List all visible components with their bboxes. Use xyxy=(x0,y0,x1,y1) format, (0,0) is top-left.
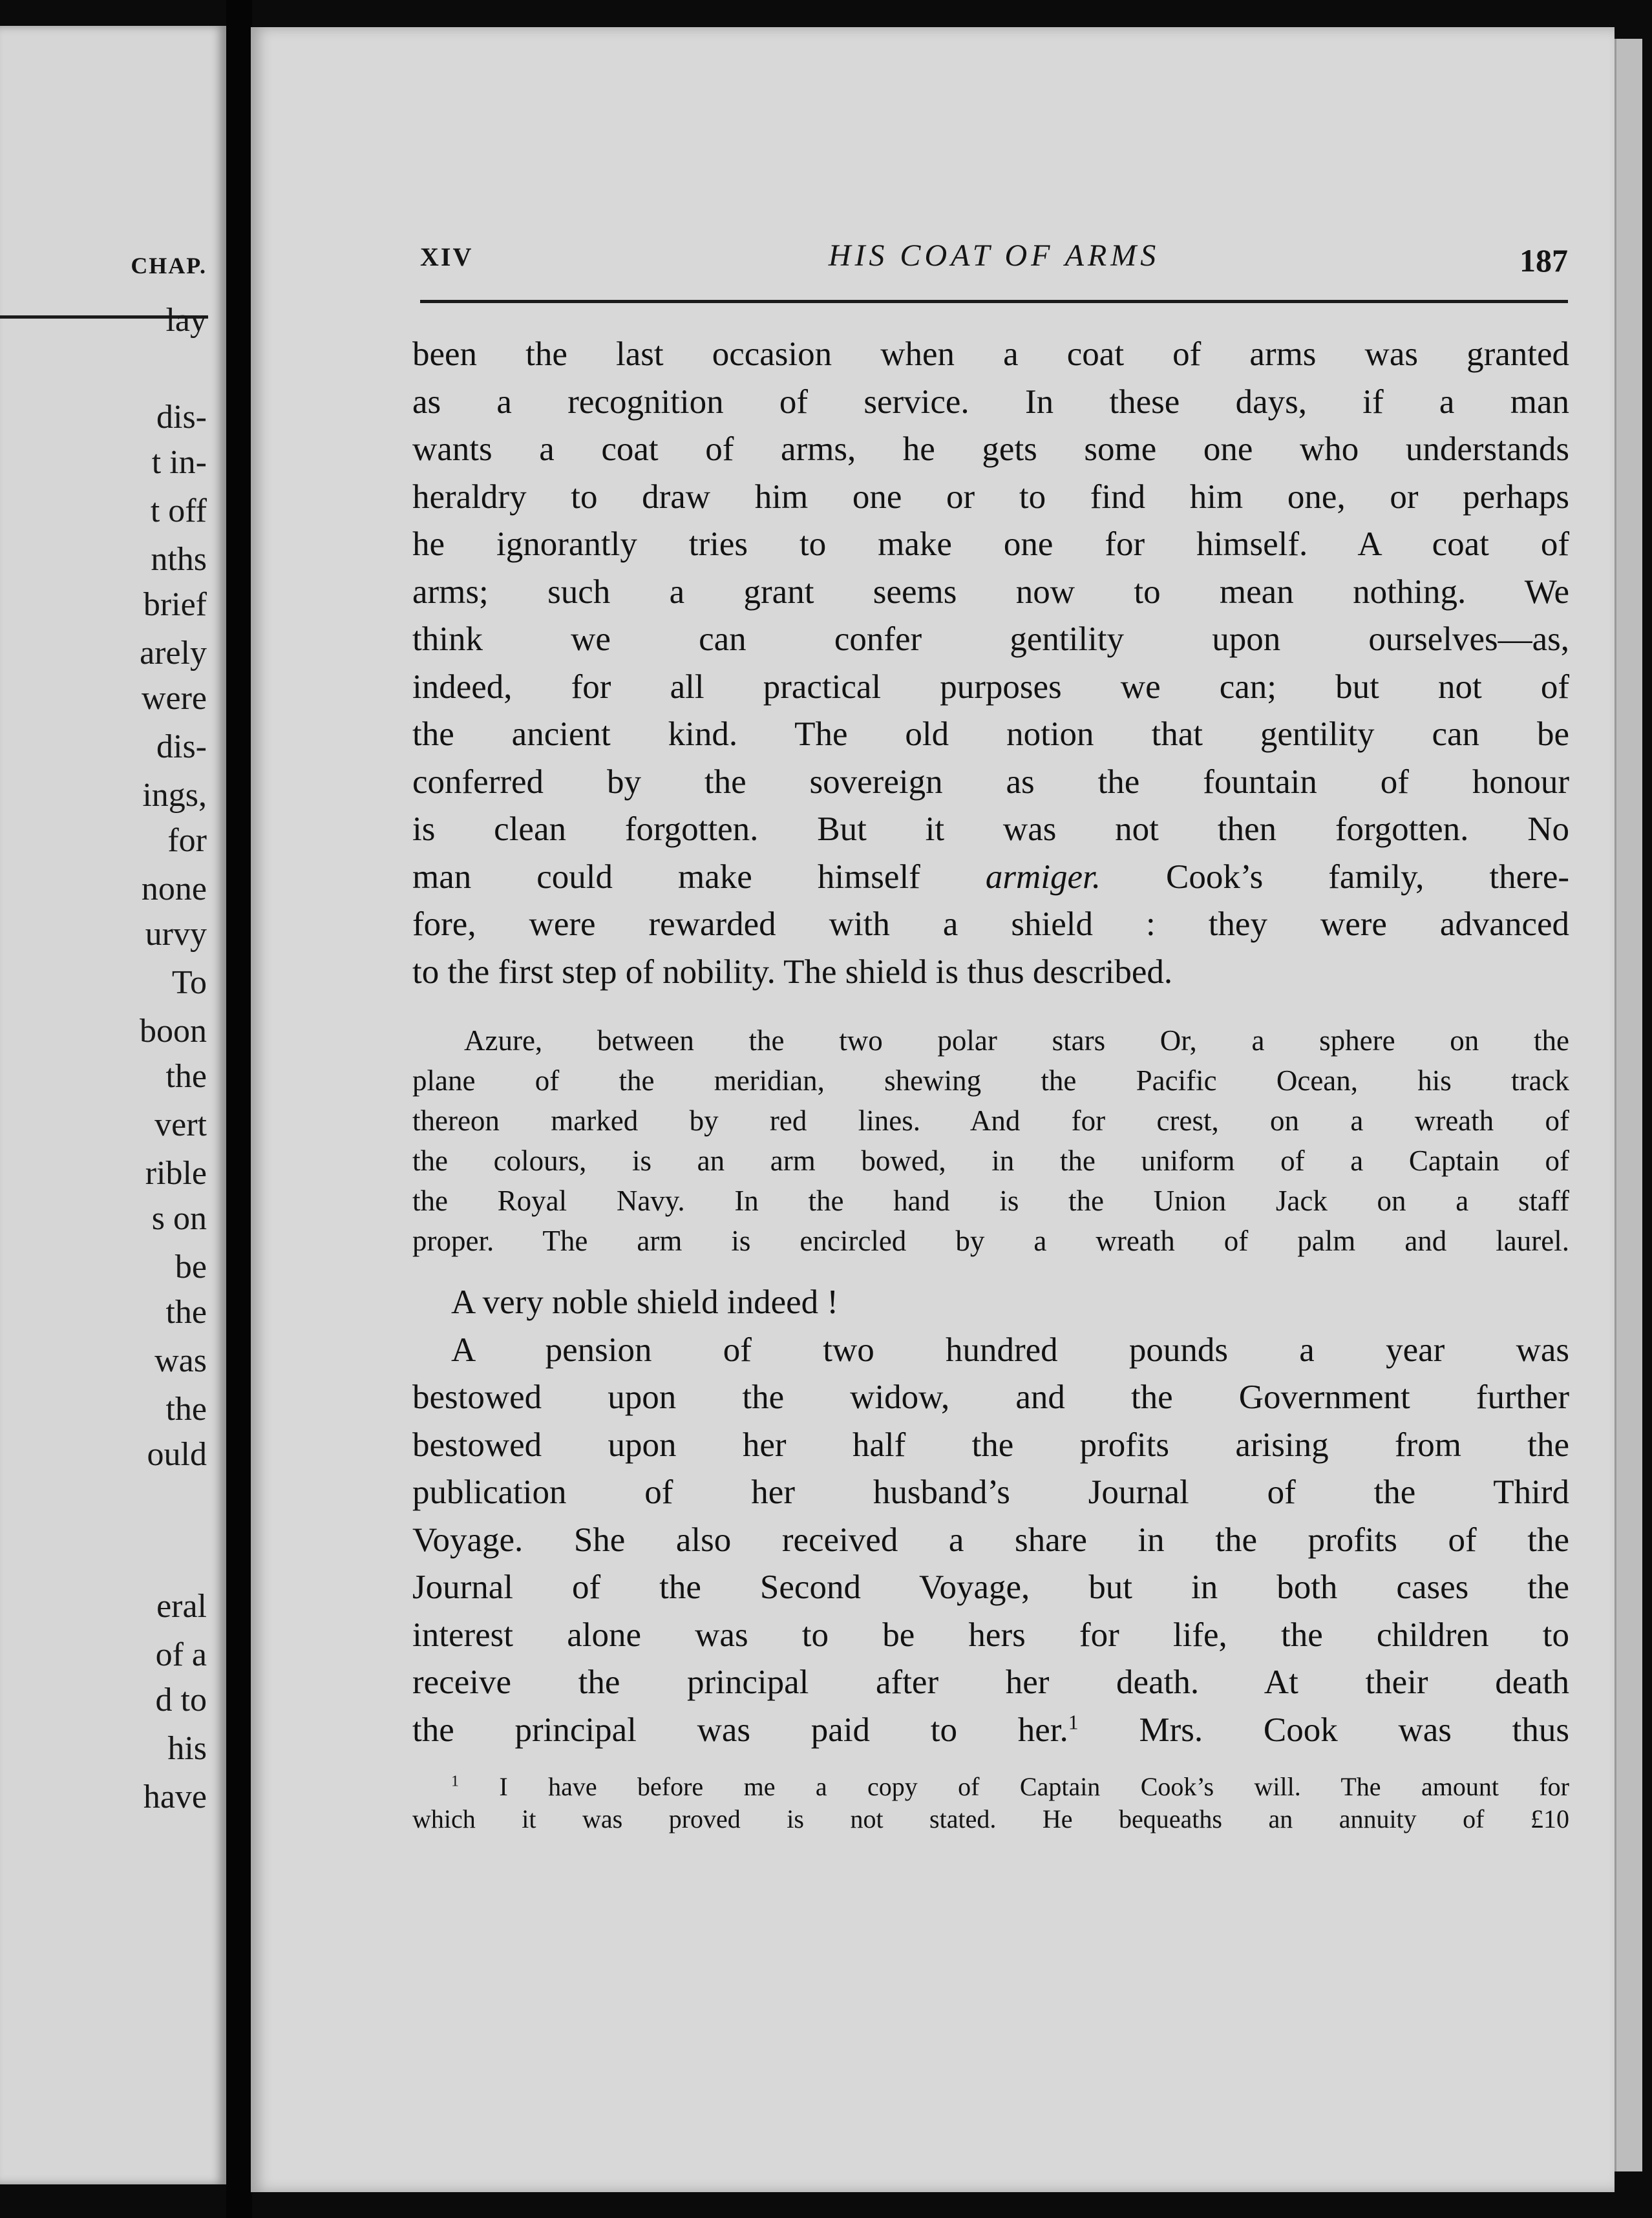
text-run: the principal was paid to her. xyxy=(412,1711,1068,1749)
facing-page-line: t off xyxy=(150,492,207,529)
blazon-quote xyxy=(412,1020,1569,1261)
facing-page-line: vert xyxy=(154,1106,207,1143)
facing-page-line: none xyxy=(141,871,207,907)
paragraph-1 xyxy=(412,331,1569,996)
quote-line: plane of the meridian, shewing the Pacific Ocean, his track xyxy=(412,1064,1569,1097)
book-gutter xyxy=(226,0,252,2218)
text-line: indeed, for all practical purposes we can; but not of xyxy=(412,668,1569,706)
text-line: as a recognition of service. In these days, if a man xyxy=(412,383,1569,421)
text-line: think we can confer gentility upon ourselves—as, xyxy=(412,620,1569,658)
text-line: been the last occasion when a coat of arms was granted xyxy=(412,335,1569,373)
text-line: he ignorantly tries to make one for himself. A coat of xyxy=(412,525,1569,563)
running-title: HIS COAT OF ARMS xyxy=(828,238,1160,273)
facing-page-line: boon xyxy=(140,1013,207,1050)
exclamation-line: A very noble shield indeed ! xyxy=(451,1283,839,1321)
footnote-line: which it was proved is not stated. He bequeaths an annuity of £10 xyxy=(412,1804,1569,1833)
text-line-armiger xyxy=(412,854,1569,902)
facing-page-line: was xyxy=(154,1342,207,1379)
text-run: I have before me a copy of Captain Cook’s will. The amount for xyxy=(459,1772,1569,1801)
facing-page-line: the xyxy=(165,1058,207,1095)
text-line: arms; such a grant seems now to mean nothing. We xyxy=(412,573,1569,611)
facing-page-line: be xyxy=(175,1249,207,1285)
facing-page-line: urvy xyxy=(145,916,207,953)
page-number: 187 xyxy=(1520,242,1568,279)
book-page xyxy=(251,27,1615,2192)
text-line: the ancient kind. The old notion that gentility can be xyxy=(412,715,1569,753)
footnote-reference: 1 xyxy=(1068,1710,1079,1733)
text-line: Voyage. She also received a share in the profits of the xyxy=(412,1521,1569,1559)
facing-page-line: for xyxy=(167,822,207,859)
text-line: bestowed upon the widow, and the Government further xyxy=(412,1378,1569,1416)
quote-line: the colours, is an arm bowed, in the uniform of a Captain of xyxy=(412,1145,1569,1177)
text-run: Cook’s family, there- xyxy=(1101,858,1569,896)
footnote xyxy=(412,1771,1569,1835)
facing-page-line: t in- xyxy=(151,444,207,481)
facing-page-header: CHAP. xyxy=(131,253,207,279)
facing-page-line: d to xyxy=(155,1682,207,1718)
running-head xyxy=(420,238,1568,283)
facing-page-line: his xyxy=(167,1730,207,1767)
quote-line: proper. The arm is encircled by a wreath of palm and laurel. xyxy=(412,1225,1569,1257)
facing-page-line: s on xyxy=(151,1200,207,1237)
quote-line: the Royal Navy. In the hand is the Union Jack on a staff xyxy=(412,1185,1569,1217)
facing-page-line: eral xyxy=(156,1588,207,1625)
facing-page-line: ings, xyxy=(142,777,207,814)
facing-page-line: were xyxy=(141,680,207,717)
facing-page-line: brief xyxy=(143,586,207,623)
quote-line: thereon marked by red lines. And for crest, on a wreath of xyxy=(412,1104,1569,1137)
text-line: A pension of two hundred pounds a year was xyxy=(451,1331,1569,1369)
text-line: heraldry to draw him one or to find him one, or perhaps xyxy=(412,478,1569,516)
facing-page-line: rible xyxy=(145,1155,207,1192)
chapter-number: XIV xyxy=(420,242,474,271)
italic-armiger: armiger. xyxy=(985,858,1101,896)
header-rule xyxy=(420,300,1568,303)
facing-page-line: the xyxy=(165,1391,207,1428)
footnote-marker: 1 xyxy=(451,1773,459,1790)
text-line: publication of her husband’s Journal of the Third xyxy=(412,1473,1569,1511)
text-line: fore, were rewarded with a shield : they were advanced xyxy=(412,905,1569,943)
text-line: to the first step of nobility. The shield is thus described. xyxy=(412,953,1173,991)
text-line: Journal of the Second Voyage, but in both cases the xyxy=(412,1568,1569,1606)
text-line: conferred by the sovereign as the fountain of honour xyxy=(412,763,1569,801)
facing-page-line: nths xyxy=(151,541,207,578)
text-run: Mrs. Cook was thus xyxy=(1078,1711,1569,1749)
facing-page-line: dis- xyxy=(156,399,207,436)
facing-page-fragment xyxy=(0,26,226,2184)
facing-page-line: arely xyxy=(140,635,207,671)
quote-line: Azure, between the two polar stars Or, a sphere on the xyxy=(464,1024,1569,1057)
facing-page-line: lay xyxy=(165,302,207,339)
facing-page-line: To xyxy=(171,964,207,1001)
text-line: wants a coat of arms, he gets some one who understands xyxy=(412,430,1569,468)
text-line: receive the principal after her death. At their death xyxy=(412,1664,1569,1701)
text-run: man could make himself xyxy=(412,858,986,896)
body-text xyxy=(412,331,1569,1835)
facing-page-line: ould xyxy=(147,1436,207,1473)
footnote-line xyxy=(412,1771,1569,1803)
page-edge xyxy=(1615,39,1642,2171)
facing-page-line: dis- xyxy=(156,728,207,765)
text-line-with-footnote-ref xyxy=(412,1707,1569,1755)
paragraph-2 xyxy=(412,1327,1569,1755)
text-line: is clean forgotten. But it was not then forgotten. No xyxy=(412,810,1569,848)
facing-page-line: of a xyxy=(155,1636,207,1673)
facing-page-line: have xyxy=(143,1779,207,1815)
text-line: interest alone was to be hers for life, the children to xyxy=(412,1616,1569,1654)
text-line: bestowed upon her half the profits arising from the xyxy=(412,1426,1569,1464)
facing-page-line: the xyxy=(165,1294,207,1331)
